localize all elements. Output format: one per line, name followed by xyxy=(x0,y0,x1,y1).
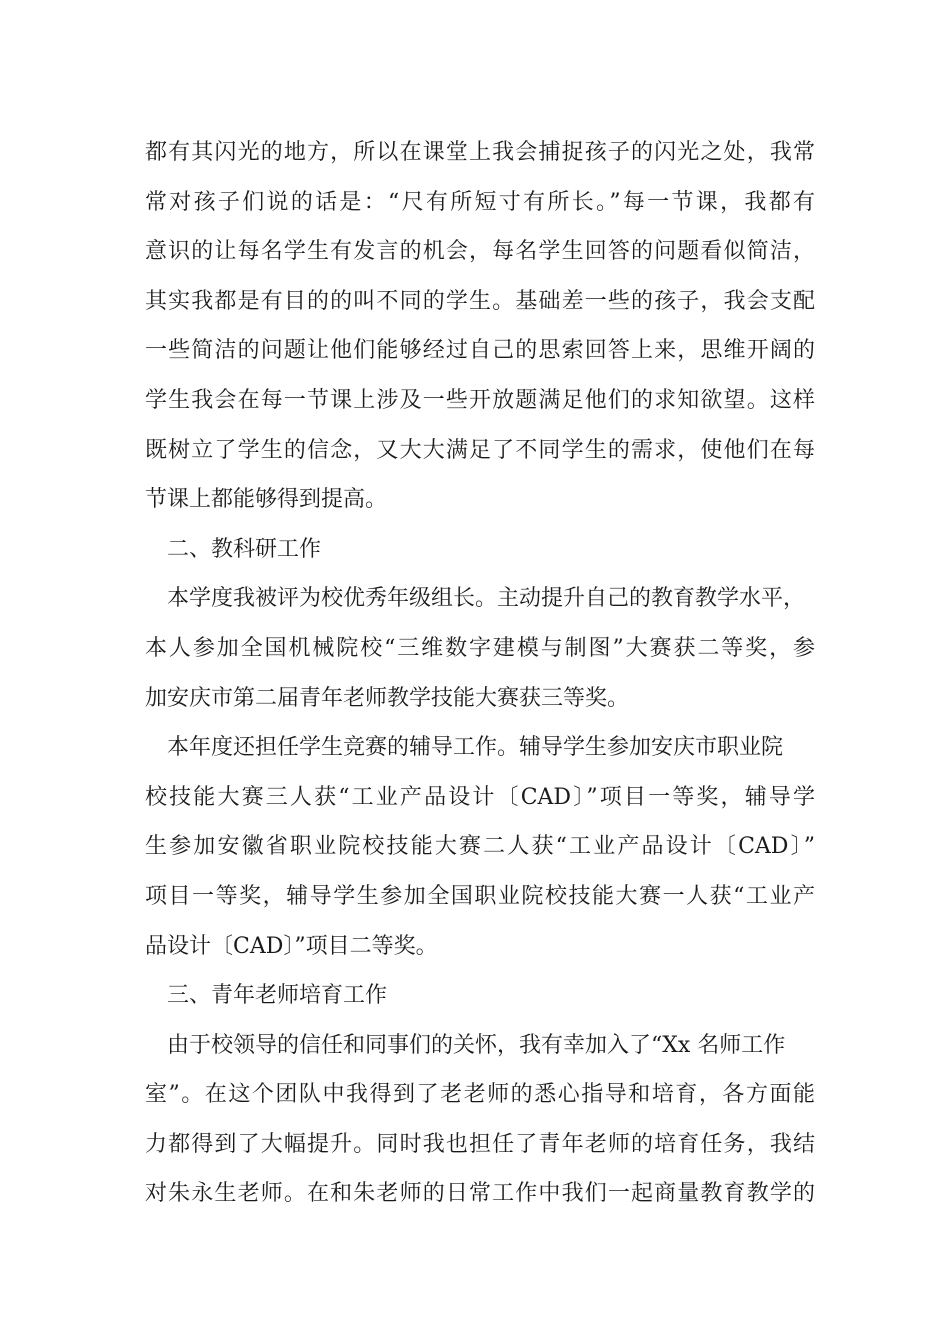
paragraph-line: 加安庆市第二届青年老师教学技能大赛获三等奖。 xyxy=(145,685,630,711)
paragraph-line: 由于校领导的信任和同事们的关怀，我有幸加入了“Xx 名师工作 xyxy=(167,1032,786,1058)
paragraph-line: 意识的让每名学生有发言的机会，每名学生回答的问题看似简洁， xyxy=(145,239,815,265)
paragraph-line: 一些简洁的问题让他们能够经过自己的思索回答上来，思维开阔的 xyxy=(145,338,815,364)
paragraph-line: 项目一等奖，辅导学生参加全国职业院校技能大赛一人获“工业产 xyxy=(145,883,815,909)
document-body xyxy=(145,128,815,1219)
paragraph-line: 力都得到了大幅提升。同时我也担任了青年老师的培育任务，我结 xyxy=(145,1131,815,1157)
paragraph-line: 其实我都是有目的的叫不同的学生。基础差一些的孩子，我会支配 xyxy=(145,288,815,314)
paragraph-line: 对朱永生老师。在和朱老师的日常工作中我们一起商量教育教学的 xyxy=(145,1181,815,1207)
section-heading: 二、教科研工作 xyxy=(167,536,322,562)
section-heading: 三、青年老师培育工作 xyxy=(167,983,388,1009)
paragraph-line: 校技能大赛三人获“工业产品设计〔CAD〕”项目一等奖，辅导学 xyxy=(145,784,815,810)
paragraph-line: 本人参加全国机械院校“三维数字建模与制图”大赛获二等奖，参 xyxy=(145,635,815,661)
paragraph-line: 常对孩子们说的话是：“尺有所短寸有所长。”每一节课，我都有 xyxy=(145,189,815,215)
paragraph-line: 都有其闪光的地方，所以在课堂上我会捕捉孩子的闪光之处，我常 xyxy=(145,140,815,165)
paragraph-line: 本年度还担任学生竞赛的辅导工作。辅导学生参加安庆市职业院 xyxy=(167,735,784,761)
paragraph-line: 生参加安徽省职业院校技能大赛二人获“工业产品设计〔CAD〕” xyxy=(145,834,815,860)
paragraph-line: 品设计〔CAD〕”项目二等奖。 xyxy=(145,933,438,959)
paragraph-line: 节课上都能够得到提高。 xyxy=(145,487,388,513)
paragraph-line: 学生我会在每一节课上涉及一些开放题满足他们的求知欲望。这样 xyxy=(145,387,815,413)
paragraph-line: 本学度我被评为校优秀年级组长。主动提升自己的教育教学水平， xyxy=(167,586,806,612)
paragraph-line: 室”。在这个团队中我得到了老老师的悉心指导和培育，各方面能 xyxy=(145,1082,815,1108)
paragraph-line: 既树立了学生的信念，又大大满足了不同学生的需求，使他们在每 xyxy=(145,437,815,463)
